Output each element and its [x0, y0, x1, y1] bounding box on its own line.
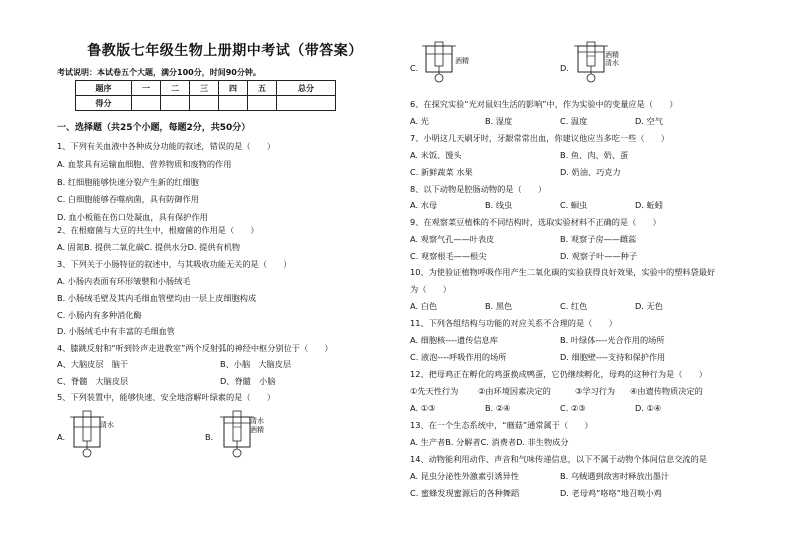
question-option: A. 固氮B. 提供二氧化碳C. 提供水分D. 提供有机物: [57, 242, 241, 252]
score-header: 一: [132, 81, 161, 96]
score-cell: [248, 96, 277, 111]
question-option: A. 米饭、馒头: [410, 150, 462, 160]
question-option: C. 新鲜蔬菜 水果: [410, 167, 473, 177]
score-cell: [277, 96, 336, 111]
score-header: 总分: [277, 81, 336, 96]
score-table-header-row: [76, 81, 336, 96]
question-option: D. ①④: [635, 403, 662, 413]
question-option: C. 小肠内有多种消化酶: [57, 310, 142, 320]
score-header: 题序: [76, 81, 132, 96]
beaker-apparatus-a: [68, 405, 108, 460]
question-option: A. 白色: [410, 301, 438, 311]
question-item: ②由环境因素决定的: [478, 386, 551, 396]
question-option: C. ②③: [560, 403, 586, 413]
question-option: A. 观察气孔——叶表皮: [410, 234, 495, 244]
question-option: D. 空气: [635, 116, 663, 126]
question-option: B. ②④: [485, 403, 511, 413]
question-option: A. 细胞核----遗传信息库: [410, 335, 498, 345]
question-option: A、大脑皮层 脑干: [57, 359, 129, 369]
question-stem: 9、在观察菜豆植株的不同结构时，选取实验材料不正确的是（ ）: [410, 217, 661, 227]
question-option: B. 红细胞能够快速分裂产生新的红细胞: [57, 177, 199, 187]
question-stem: 13、在一个生态系统中，“蘑菇”通常属于（ ）: [410, 420, 593, 430]
question-option: D、脊髓 小脑: [220, 376, 276, 386]
beaker-apparatus-c: [420, 40, 460, 85]
score-table: [75, 80, 336, 111]
question-option: C. 观察根毛——根尖: [410, 251, 487, 261]
question-item: ④由遗传物质决定的: [630, 386, 703, 396]
question-option: D. 观察子叶——种子: [560, 251, 638, 261]
question-option: B. 叶绿体----光合作用的场所: [560, 335, 665, 345]
question-stem: 7、小明这几天刷牙时，牙龈常常出血，你建议他应当多吃一些（ ）: [410, 133, 670, 143]
score-cell: [190, 96, 219, 111]
question-option: A. 昆虫分泌性外激素引诱异性: [410, 471, 519, 481]
question-option: D. 老母鸡“咯咯”地召唤小鸡: [560, 488, 662, 498]
question-option: B、小脑 大脑皮层: [220, 359, 292, 369]
question-stem: 12、把母鸡正在孵化的鸡蛋换成鸭蛋，它仍继续孵化，母鸡的这种行为是（ ）: [410, 369, 707, 379]
beaker-label: 酒精: [455, 57, 469, 65]
page-title: 鲁教版七年级生物上册期中考试（带答案）: [87, 43, 363, 59]
score-header: 二: [161, 81, 190, 96]
question-option: A. 水母: [410, 200, 438, 210]
score-table-row: [76, 96, 336, 111]
question-stem: 5、下列装置中，能够快速、安全地溶解叶绿素的是（ ）: [57, 392, 276, 402]
section-heading: 一、选择题（共25个小题，每题2分，共50分）: [57, 123, 251, 133]
question-option: A. ①③: [410, 403, 436, 413]
question-option: A. 小肠内表面有环形皱襞和小肠绒毛: [57, 276, 191, 286]
score-cell: [161, 96, 190, 111]
question-option: D. 奶油、巧克力: [560, 167, 621, 177]
score-cell: [132, 96, 161, 111]
score-header: 三: [190, 81, 219, 96]
question-option: A. 血浆具有运输血细胞、营养物质和废物的作用: [57, 159, 232, 169]
question-item: ③学习行为: [575, 386, 616, 396]
question-option: A. 生产者B. 分解者C. 消费者D. 非生物成分: [410, 437, 569, 447]
question-option: D. 血小板能在伤口处凝血，具有保护作用: [57, 212, 208, 222]
score-header: 五: [248, 81, 277, 96]
beaker-label: 酒精: [605, 51, 619, 59]
question-stem: 为（ ）: [410, 284, 451, 294]
question-option: D. 蚯蚓: [635, 200, 663, 210]
question-stem: 11、下列各组结构与功能的对应关系不合理的是（ ）: [410, 318, 617, 328]
question-option: B. 乌贼遇到敌害时释放出墨汁: [560, 471, 670, 481]
score-row-label: 得分: [76, 96, 132, 111]
beaker-label: 清水: [605, 59, 619, 67]
question-stem: 8、以下动物是腔肠动物的是（ ）: [410, 184, 547, 194]
score-header: 四: [219, 81, 248, 96]
question-option: C.: [410, 63, 419, 73]
question-option: B. 观察子房——雌蕊: [560, 234, 637, 244]
question-option: D. 小肠绒毛中有丰富的毛细血管: [57, 326, 175, 336]
question-stem: 6、在探究实验“光对鼠妇生活的影响”中，作为实验中的变量应是（ ）: [410, 99, 678, 109]
exam-instructions: 考试说明：本试卷五个大题，满分100分，时间90分钟。: [57, 68, 261, 77]
question-option: C. 液泡----呼吸作用的场所: [410, 352, 507, 362]
question-stem: 14、动物能利用动作、声音和气味传递信息，以下不属于动物个体间信息交流的是: [410, 454, 707, 464]
question-stem: 4、膝跳反射和“听到铃声走进教室”两个反射弧的神经中枢分别位于（ ）: [57, 343, 333, 353]
question-option: B. 湿度: [485, 116, 513, 126]
question-option: D. 细胞壁----支持和保护作用: [560, 352, 666, 362]
question-option: C. 温度: [560, 116, 588, 126]
question-option: D. 无色: [635, 301, 663, 311]
question-option: B. 线虫: [485, 200, 513, 210]
beaker-label: 酒精: [250, 426, 264, 434]
question-stem: 2、在根瘤菌与大豆的共生中，根瘤菌的作用是（ ）: [57, 225, 259, 235]
question-option: B.: [205, 432, 214, 442]
question-option: B. 鱼、肉、奶、蛋: [560, 150, 629, 160]
question-option: D.: [560, 63, 569, 73]
beaker-label: 清水: [250, 417, 264, 425]
question-option: C. 蜜蜂发现蜜源后的各种舞蹈: [410, 488, 520, 498]
question-option: A.: [57, 432, 66, 442]
question-option: A. 光: [410, 116, 429, 126]
question-option: C. 红色: [560, 301, 588, 311]
question-option: C、脊髓 大脑皮层: [57, 376, 129, 386]
question-item: ①先天性行为: [410, 386, 459, 396]
question-option: B. 小肠绒毛壁及其内毛细血管壁均由一层上皮细胞构成: [57, 293, 257, 303]
score-cell: [219, 96, 248, 111]
question-option: B. 黑色: [485, 301, 513, 311]
question-stem: 1、下列有关血液中各种成分功能的叙述，错误的是（ ）: [57, 141, 276, 151]
question-option: C. 白细胞能够吞噬病菌，具有防御作用: [57, 194, 199, 204]
question-option: C. 蛔虫: [560, 200, 588, 210]
beaker-label: 清水: [100, 421, 114, 429]
question-stem: 3、下列关于小肠特征的叙述中，与其吸收功能无关的是（ ）: [57, 259, 292, 269]
question-stem: 10、为使验证植物呼吸作用产生二氧化碳的实验获得良好效果，实验中的塑料袋最好: [410, 267, 716, 277]
